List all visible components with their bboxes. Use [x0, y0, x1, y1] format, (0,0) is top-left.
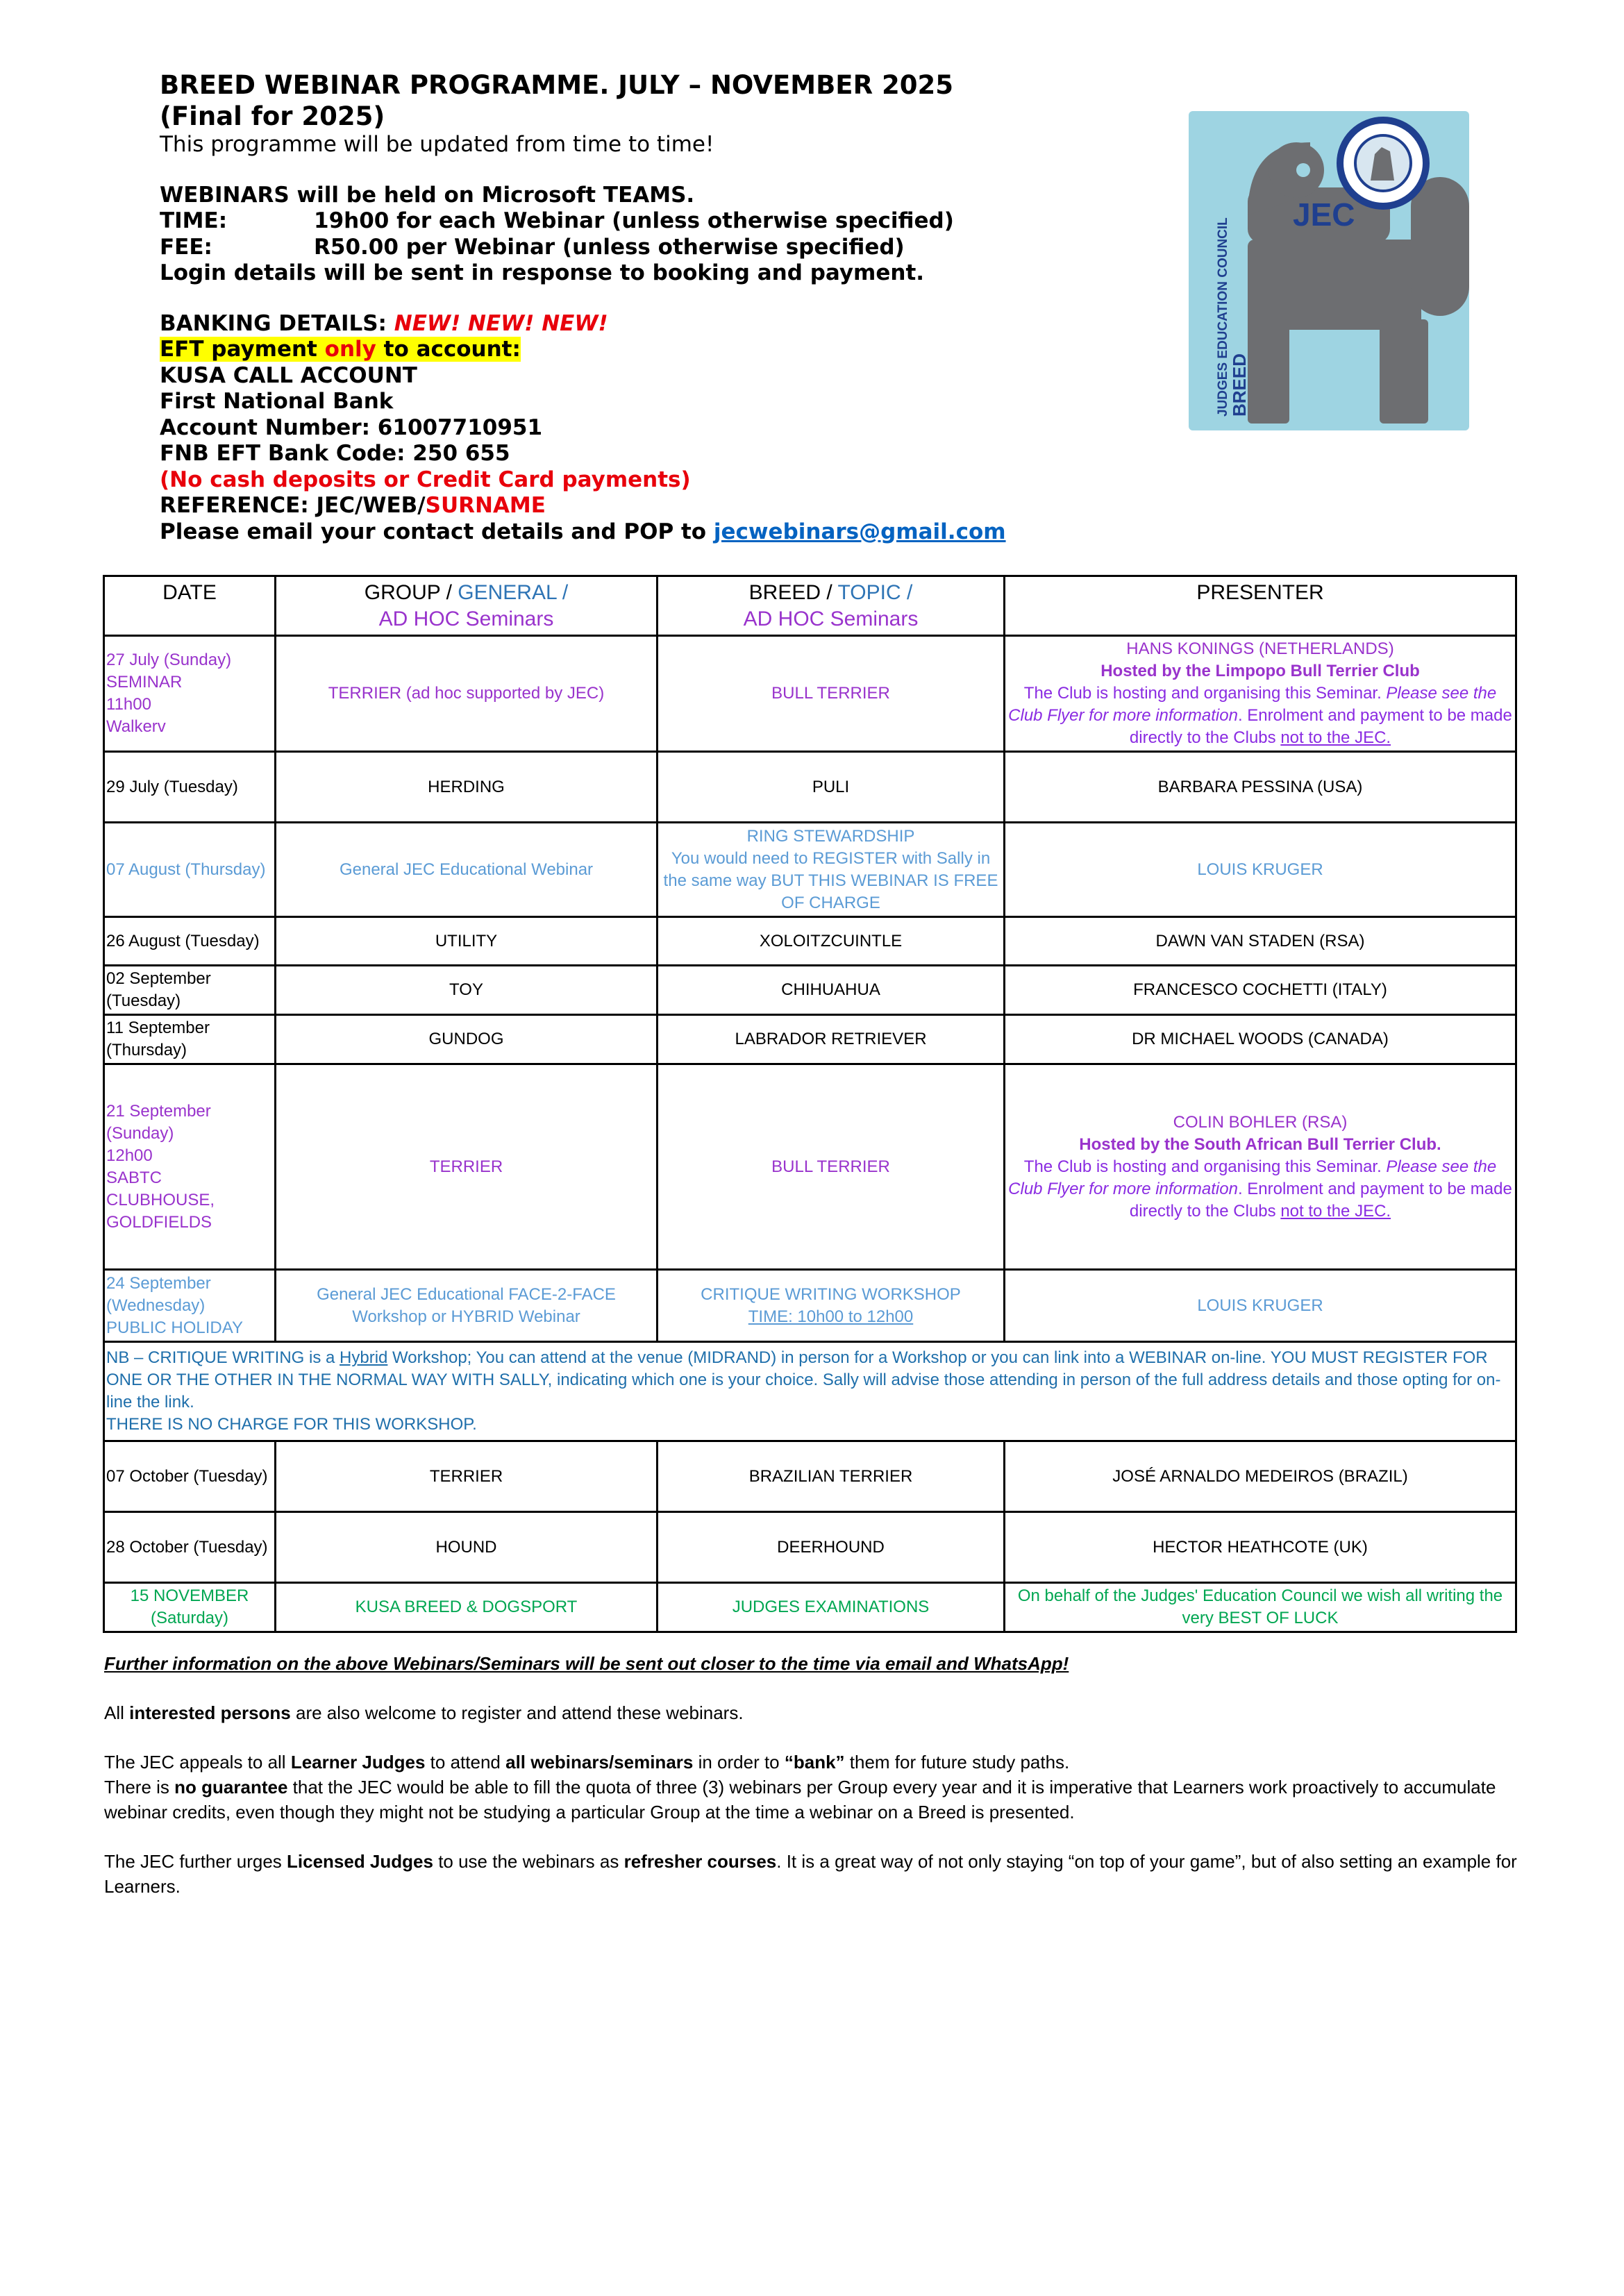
row-presenter: BARBARA PESSINA (USA) [1005, 752, 1516, 823]
header-presenter: PRESENTER [1005, 576, 1516, 636]
email-text: Please email your contact details and POP to [160, 519, 714, 544]
logo-jec-text: JEC [1293, 196, 1355, 233]
header-group: GROUP / GENERAL / AD HOC Seminars [276, 576, 658, 636]
table-row [104, 1512, 1516, 1583]
row-group: TERRIER [276, 1064, 658, 1270]
email-line [160, 519, 1187, 546]
reference-line [160, 493, 1187, 519]
table-row [104, 823, 1516, 917]
row-date: 02 September (Tuesday) [104, 966, 276, 1015]
page-subtitle: (Final for 2025) [160, 101, 385, 131]
row-breed: CRITIQUE WRITING WORKSHOP TIME: 10h00 to 12h00 [658, 1270, 1005, 1342]
logo-vertical-text: JUDGES EDUCATION COUNCIL [1216, 217, 1230, 417]
row-date: 29 July (Tuesday) [104, 752, 276, 823]
row-date: 07 August (Thursday) [104, 823, 276, 917]
update-note: This programme will be updated from time to time! [160, 132, 714, 157]
row-group: TERRIER [276, 1441, 658, 1512]
row-breed: CHIHUAHUA [658, 966, 1005, 1015]
row-date: 11 September (Thursday) [104, 1015, 276, 1064]
time-line [160, 208, 1187, 235]
row-date: 15 NOVEMBER (Saturday) [104, 1583, 276, 1632]
row-presenter: HECTOR HEATHCOTE (UK) [1005, 1512, 1516, 1583]
row-group: HOUND [276, 1512, 658, 1583]
learner-judges-note: The JEC appeals to all Learner Judges to attend all webinars/seminars in order to “bank” them for future study paths. [104, 1752, 1070, 1773]
fee-value: R50.00 per Webinar (unless otherwise specified) [314, 234, 905, 260]
row-date: 26 August (Tuesday) [104, 917, 276, 966]
row-breed: RING STEWARDSHIP You would need to REGISTER with Sally in the same way BUT THIS WEBINAR IS FREE OF CHARGE [658, 823, 1005, 917]
branch-code: FNB EFT Bank Code: 250 655 [160, 441, 510, 466]
row-date: 07 October (Tuesday) [104, 1441, 276, 1512]
row-presenter: LOUIS KRUGER [1005, 823, 1516, 917]
row-date: 24 September (Wednesday) PUBLIC HOLIDAY [104, 1270, 276, 1342]
time-value: 19h00 for each Webinar (unless otherwise specified) [314, 208, 954, 233]
email-link[interactable]: jecwebinars@gmail.com [713, 519, 1006, 544]
teams-line: WEBINARS will be held on Microsoft TEAMS. [160, 182, 695, 208]
new-badge: NEW! NEW! NEW! [394, 310, 608, 336]
row-breed: BULL TERRIER [658, 636, 1005, 752]
row-group: UTILITY [276, 917, 658, 966]
row-date: 28 October (Tuesday) [104, 1512, 276, 1583]
further-info-note: Further information on the above Webinars/Seminars will be sent out closer to the time via email and WhatsApp! [104, 1653, 1069, 1674]
time-label: TIME: [160, 208, 228, 233]
row-breed: JUDGES EXAMINATIONS [658, 1583, 1005, 1632]
row-breed: PULI [658, 752, 1005, 823]
row-breed: DEERHOUND [658, 1512, 1005, 1583]
reference-label: REFERENCE: JEC/WEB/ [160, 493, 426, 518]
table-row [104, 966, 1516, 1015]
row-presenter: HANS KONINGS (NETHERLANDS) Hosted by the Limpopo Bull Terrier Club The Club is hosting and organising this Seminar. Please see the Club Flyer for more information. Enrolment and payment to be made directly to the Clubs not to the JEC. [1005, 636, 1516, 752]
row-presenter: DAWN VAN STADEN (RSA) [1005, 917, 1516, 966]
row-breed: BULL TERRIER [658, 1064, 1005, 1270]
licensed-judges-note: The JEC further urges Licensed Judges to use the webinars as refresher courses. It is a great way of not only staying “on top of your game”, but of also setting an example for Learners. [104, 1851, 1517, 1897]
logo-breed-text: BREED [1229, 353, 1250, 417]
header-breed: BREED / TOPIC / AD HOC Seminars [658, 576, 1005, 636]
row-breed: BRAZILIAN TERRIER [658, 1441, 1005, 1512]
eft-line [160, 337, 1187, 363]
row-breed: LABRADOR RETRIEVER [658, 1015, 1005, 1064]
table-row [104, 917, 1516, 966]
row-date: 27 July (Sunday) SEMINAR 11h00 Walkerv [104, 636, 276, 752]
footer-notes [104, 1651, 1527, 1923]
fee-label: FEE: [160, 234, 212, 260]
nb-note-row [104, 1342, 1516, 1441]
row-group: KUSA BREED & DOGSPORT [276, 1583, 658, 1632]
quota-note: There is no guarantee that the JEC would be able to fill the quota of three (3) webinars per Group every year and it is imperative that Learners work proactively to accumulate webinar credits, even though they might not be studying a particular Group at the time a webinar on a Breed is presented. [104, 1777, 1496, 1822]
row-breed: XOLOITZCUINTLE [658, 917, 1005, 966]
row-group: General JEC Educational FACE-2-FACE Workshop or HYBRID Webinar [276, 1270, 658, 1342]
no-cash-note: (No cash deposits or Credit Card payments) [160, 467, 691, 492]
table-row [104, 1064, 1516, 1270]
row-group: General JEC Educational Webinar [276, 823, 658, 917]
row-presenter: JOSÉ ARNALDO MEDEIROS (BRAZIL) [1005, 1441, 1516, 1512]
table-row [104, 1270, 1516, 1342]
table-row [104, 1015, 1516, 1064]
row-presenter: LOUIS KRUGER [1005, 1270, 1516, 1342]
row-presenter: On behalf of the Judges' Education Council we wish all writing the very BEST OF LUCK [1005, 1583, 1516, 1632]
row-presenter: COLIN BOHLER (RSA) Hosted by the South African Bull Terrier Club. The Club is hosting and organising this Seminar. Please see the Club Flyer for more information. Enrolment and payment to be made directly to the Clubs not to the JEC. [1005, 1064, 1516, 1270]
eft-only: only [324, 337, 376, 362]
row-group: GUNDOG [276, 1015, 658, 1064]
row-group: TERRIER (ad hoc supported by JEC) [276, 636, 658, 752]
eft-part2: to account: [376, 337, 521, 362]
jec-breed-logo [1189, 111, 1469, 430]
row-group: TOY [276, 966, 658, 1015]
account-number: Account Number: 61007710951 [160, 414, 543, 440]
row-presenter: DR MICHAEL WOODS (CANADA) [1005, 1015, 1516, 1064]
reference-surname: SURNAME [425, 493, 546, 518]
row-date: 21 September (Sunday) 12h00 SABTC CLUBHOUSE, GOLDFIELDS [104, 1064, 276, 1270]
row-presenter: FRANCESCO COCHETTI (ITALY) [1005, 966, 1516, 1015]
banking-label: BANKING DETAILS: [160, 310, 394, 336]
banking-heading [160, 311, 1187, 337]
table-header-row [104, 576, 1516, 636]
bank-name: First National Bank [160, 389, 394, 414]
fee-line [160, 235, 1187, 261]
page-title: BREED WEBINAR PROGRAMME. JULY – NOVEMBER 2025 [160, 70, 953, 100]
login-line: Login details will be sent in response to booking and payment. [160, 260, 925, 285]
header-date: DATE [104, 576, 276, 636]
critique-writing-note: NB – CRITIQUE WRITING is a Hybrid Workshop; You can attend at the venue (MIDRAND) in person for a Workshop or you can link into a WEBINAR on-line. YOU MUST REGISTER FOR ONE OR THE OTHER IN THE NORMAL WAY WITH SALLY, indicating which one is your choice. Sally will advise those attending in person of the full address details and those opting for on-line the link. THERE IS NO CHARGE FOR THIS WORKSHOP. [104, 1342, 1516, 1441]
programme-header [160, 69, 1187, 545]
webinar-programme-table [103, 575, 1517, 1633]
table-row [104, 752, 1516, 823]
table-row [104, 636, 1516, 752]
table-row [104, 1441, 1516, 1512]
account-name: KUSA CALL ACCOUNT [160, 362, 417, 388]
eft-part1: EFT payment [160, 337, 325, 362]
interested-persons-note: All interested persons are also welcome to register and attend these webinars. [104, 1702, 744, 1723]
table-row [104, 1583, 1516, 1632]
kusa-seal-icon [1340, 120, 1426, 206]
row-group: HERDING [276, 752, 658, 823]
